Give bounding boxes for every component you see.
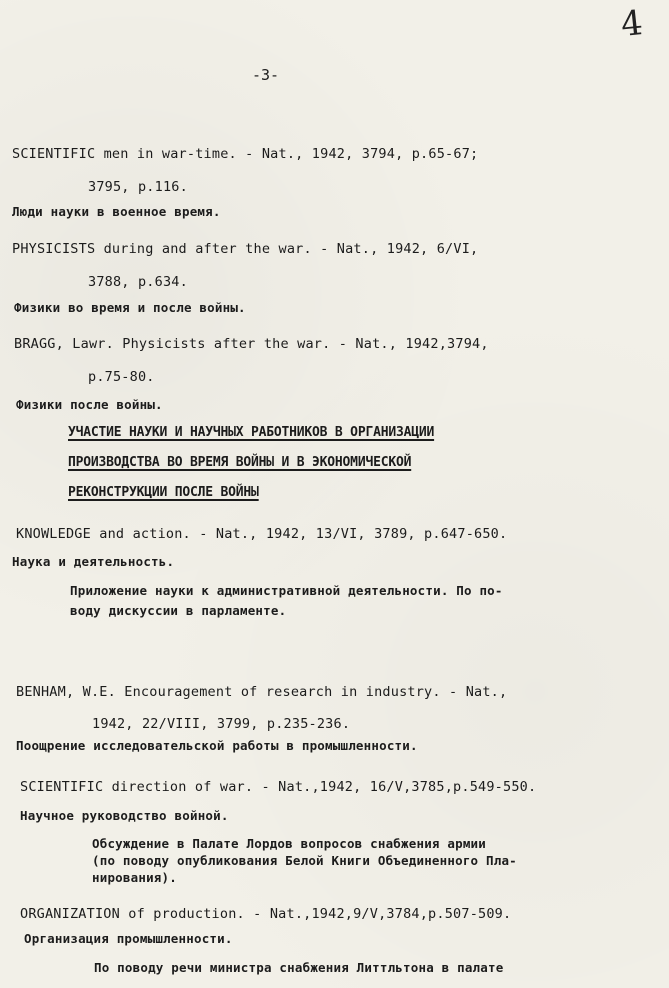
section-heading-line: ПРОИЗВОДСТВА ВО ВРЕМЯ ВОЙНЫ И В ЭКОНОМИЧЕСКОЙ [68,455,412,470]
handwritten-page-number: 4 [618,2,645,46]
translation-line: Поощрение исследовательской работы в промышленности. [16,738,418,753]
annotation-line: Приложение науки к административной деятельности. По по- [70,583,503,598]
section-heading-line: РЕКОНСТРУКЦИИ ПОСЛЕ ВОЙНЫ [68,485,259,500]
entry-line: 3788, p.634. [88,274,188,290]
translation-line: Физики после войны. [16,397,163,412]
entry-line: BRAGG, Lawr. Physicists after the war. - Nat., 1942,3794, [14,336,489,352]
translation-line: Научное руководство войной. [20,808,229,823]
entry-line: ORGANIZATION of production. - Nat.,1942,9/V,3784,p.507-509. [20,906,512,922]
translation-line: Люди науки в военное время. [12,204,221,219]
annotation-line: нирования). [92,870,177,885]
annotation-line: (по поводу опубликования Белой Книги Объединенного Пла- [92,853,517,868]
entry-line: p.75-80. [88,369,155,385]
entry-line: 3795, p.116. [88,179,188,195]
entry-line: 1942, 22/VIII, 3799, p.235-236. [92,716,351,732]
annotation-line: По поводу речи министра снабжения Литтльтона в палате [94,960,504,975]
entry-line: SCIENTIFIC men in war-time. - Nat., 1942, 3794, p.65-67; [12,146,479,162]
page-number: -3- [252,66,280,84]
entry-line: PHYSICISTS during and after the war. - Nat., 1942, 6/VI, [12,241,479,257]
translation-line: Организация промышленности. [24,931,233,946]
annotation-line: Обсуждение в Палате Лордов вопросов снабжения армии [92,836,487,851]
entry-line: KNOWLEDGE and action. - Nat., 1942, 13/VI, 3789, p.647-650. [16,526,508,542]
annotation-line: воду дискуссии в парламенте. [70,603,287,618]
entry-line: SCIENTIFIC direction of war. - Nat.,1942, 16/V,3785,p.549-550. [20,779,537,795]
translation-line: Физики во время и после войны. [14,300,246,315]
entry-line: BENHAM, W.E. Encouragement of research in industry. - Nat., [16,684,508,700]
translation-line: Наука и деятельность. [12,554,175,569]
section-heading-line: УЧАСТИЕ НАУКИ И НАУЧНЫХ РАБОТНИКОВ В ОРГАНИЗАЦИИ [68,425,435,440]
